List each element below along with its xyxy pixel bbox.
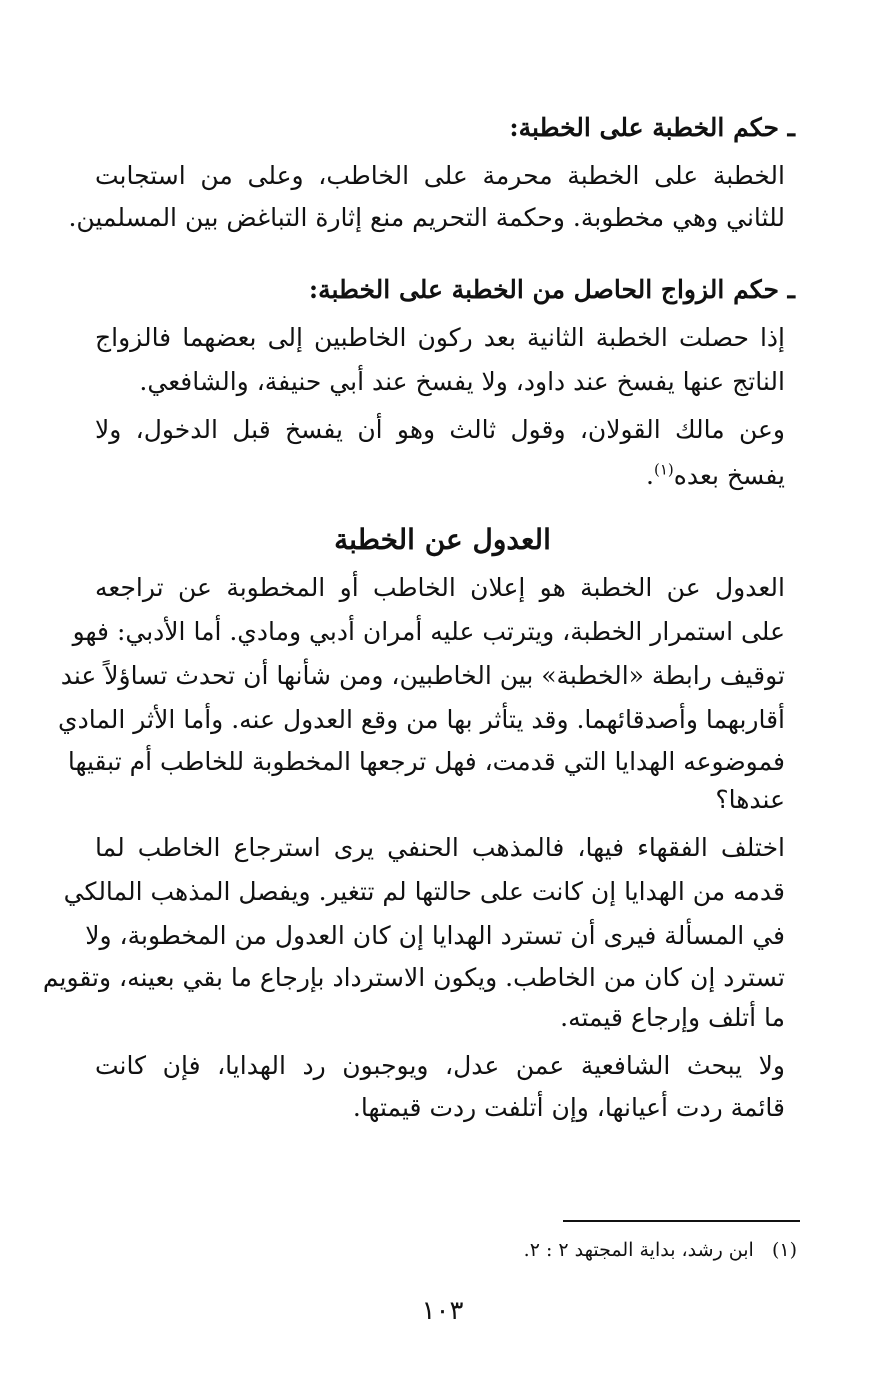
- text-line: تسترد إن كان من الخاطب. ويكون الاسترداد بإرجاع ما بقي بعينه، وتقويم: [42, 963, 785, 992]
- section-heading: ـ حكم الزواج الحاصل من الخطبة على الخطبة:: [308, 275, 795, 304]
- text-line: توقيف رابطة «الخطبة» بين الخاطبين، ومن شأنها أن تحدث تساؤلاً عند: [60, 661, 785, 690]
- text-line: إذا حصلت الخطبة الثانية بعد ركون الخاطبين إلى بعضهما فالزواج: [95, 323, 785, 352]
- text-line: [95, 456, 785, 496]
- text-line: الناتج عنها يفسخ عند داود، ولا يفسخ عند أبي حنيفة، والشافعي.: [139, 367, 785, 396]
- chapter-title: العدول عن الخطبة: [334, 523, 551, 556]
- text-line: ما أتلف وإرجاع قيمته.: [560, 1003, 785, 1032]
- text-line: أقاربهما وأصدقائهما. وقد يتأثر بها من وقع العدول عنه. وأما الأثر المادي: [58, 705, 785, 734]
- text-line: اختلف الفقهاء فيها، فالمذهب الحنفي يرى استرجاع الخاطب لما: [95, 833, 785, 862]
- text-line: قدمه من الهدايا إن كانت على حالتها لم تتغير. ويفصل المذهب المالكي: [63, 877, 785, 906]
- footnote: [524, 1235, 797, 1265]
- text-line: على استمرار الخطبة، ويترتب عليه أمران أدبي ومادي. أما الأدبي: فهو: [72, 617, 785, 646]
- text-line: قائمة ردت أعيانها، وإن أتلفت ردت قيمتها.: [352, 1093, 785, 1122]
- page-number: ١٠٣: [421, 1296, 464, 1326]
- text-run: يفسخ بعده: [673, 461, 785, 490]
- text-run: .: [646, 461, 654, 490]
- footnote-number: (١): [771, 1239, 797, 1261]
- text-line: وعن مالك القولان، وقول ثالث وهو أن يفسخ قبل الدخول، ولا: [95, 415, 785, 444]
- text-line: للثاني وهي مخطوبة. وحكمة التحريم منع إثارة التباغض بين المسلمين.: [68, 203, 785, 232]
- footnote-divider: [563, 1220, 800, 1222]
- section-heading: ـ حكم الخطبة على الخطبة:: [509, 113, 795, 142]
- text-line: عندها؟: [715, 785, 785, 814]
- text-line: ولا يبحث الشافعية عمن عدل، ويوجبون رد الهدايا، فإن كانت: [95, 1051, 785, 1080]
- text-line: الخطبة على الخطبة محرمة على الخاطب، وعلى من استجابت: [95, 161, 785, 190]
- text-line: فموضوعه الهدايا التي قدمت، فهل ترجعها المخطوبة للخاطب أم تبقيها: [67, 747, 785, 776]
- footnote-text: ابن رشد، بداية المجتهد ٢ : ٢.: [523, 1239, 754, 1261]
- footnote-ref: (١): [653, 460, 674, 479]
- text-line: في المسألة فيرى أن تسترد الهدايا إن كان العدول من المخطوبة، ولا: [85, 921, 785, 950]
- text-line: العدول عن الخطبة هو إعلان الخاطب أو المخطوبة عن تراجعه: [95, 573, 785, 602]
